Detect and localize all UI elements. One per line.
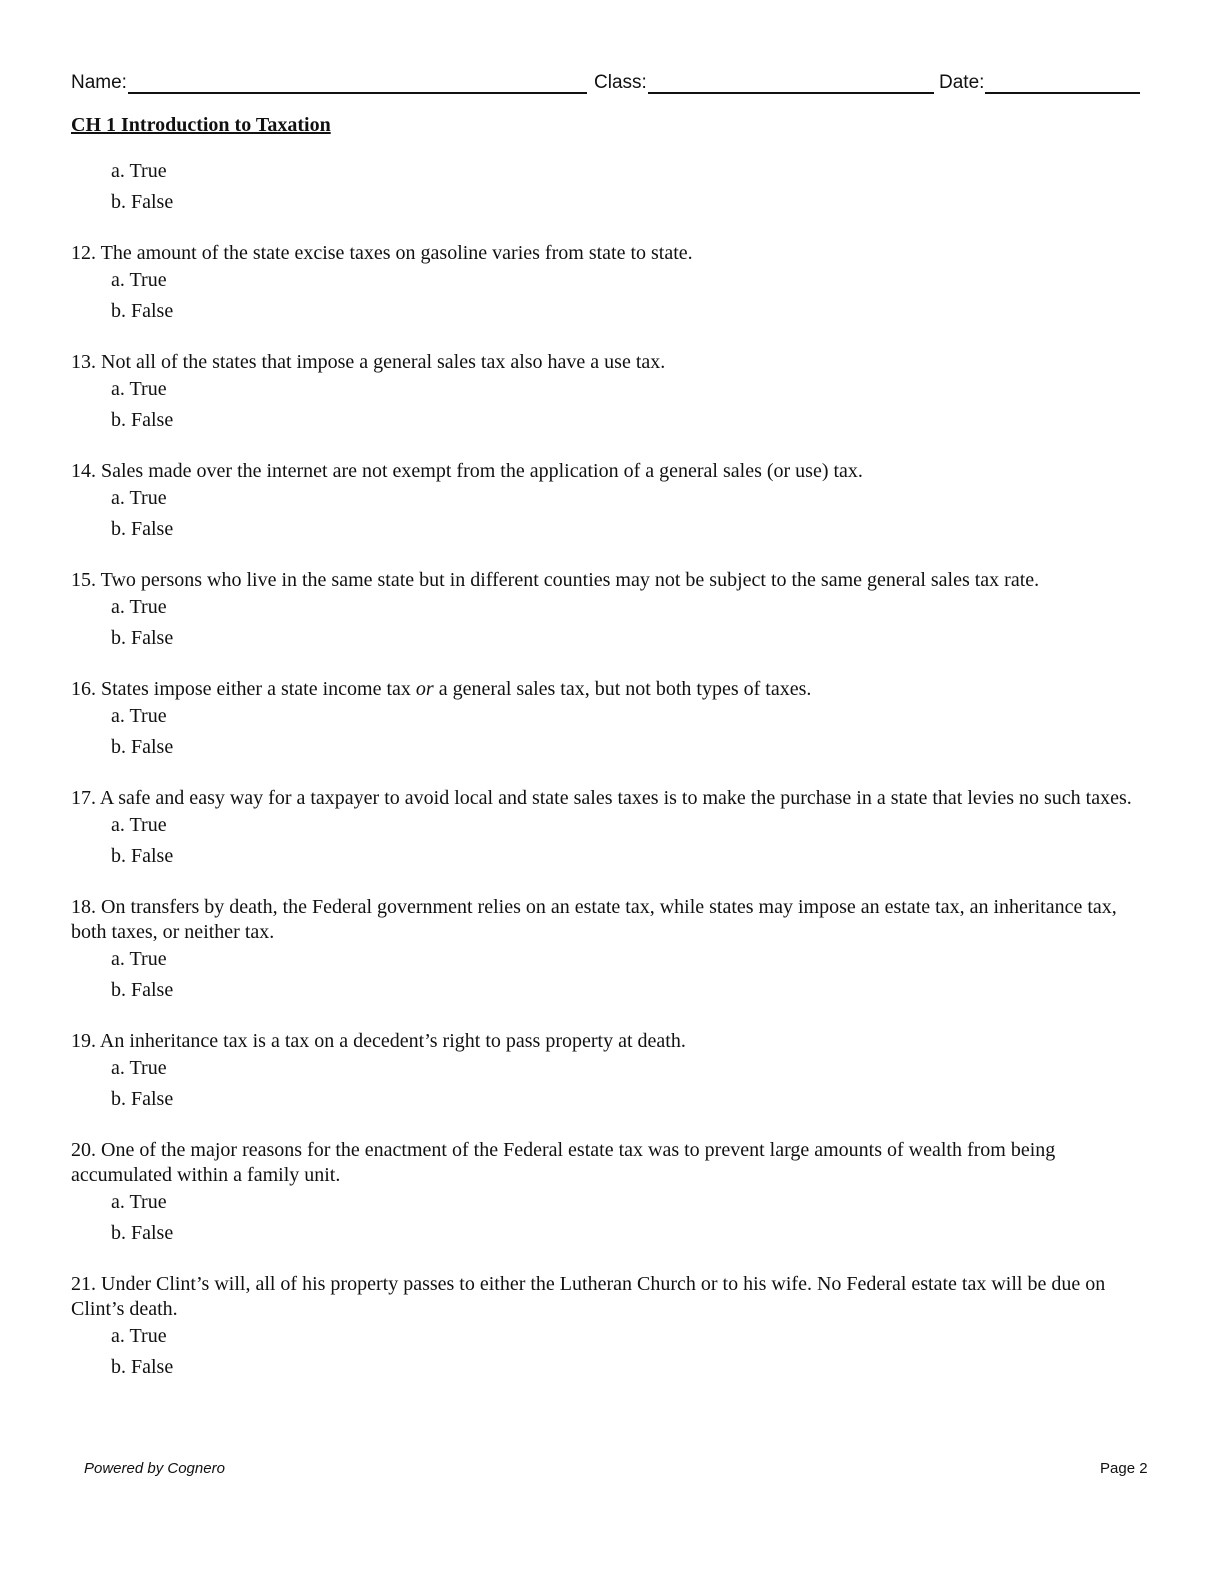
question-text (71, 677, 1151, 702)
date-line[interactable] (985, 70, 1140, 94)
choice-a[interactable]: a. True (111, 378, 167, 400)
question-12 (71, 241, 1151, 324)
choice-b[interactable]: b. False (111, 1088, 174, 1110)
choice-b[interactable]: b. False (111, 736, 174, 758)
choice-a[interactable]: a. True (111, 1325, 167, 1347)
question-21 (71, 1272, 1151, 1380)
choice-b[interactable]: b. False (111, 1222, 174, 1244)
choice-a[interactable]: a. True (111, 269, 167, 291)
continued-question (71, 159, 1151, 215)
name-field[interactable] (71, 70, 587, 94)
name-label: Name: (71, 72, 127, 93)
question-text: 13. Not all of the states that impose a general sales tax also have a use tax. (71, 351, 666, 373)
choice-a[interactable]: a. True (111, 705, 167, 727)
header (71, 70, 1143, 98)
question-13 (71, 350, 1151, 433)
choice-a[interactable]: a. True (111, 160, 167, 182)
question-text: 17. A safe and easy way for a taxpayer to avoid local and state sales taxes is to make the purchase in a state that levies no such taxes. (71, 787, 1132, 809)
choice-b[interactable]: b. False (111, 845, 174, 867)
choice-a[interactable]: a. True (111, 814, 167, 836)
choice-a[interactable]: a. True (111, 1191, 167, 1213)
choice-a[interactable]: a. True (111, 487, 167, 509)
question-text: 19. An inheritance tax is a tax on a decedent’s right to pass property at death. (71, 1030, 686, 1052)
choice-a[interactable]: a. True (111, 948, 167, 970)
class-label: Class: (594, 72, 647, 93)
question-text-emphasis: or (415, 678, 434, 700)
page-number: Page 2 (1100, 1460, 1148, 1477)
choice-b[interactable]: b. False (111, 191, 174, 213)
choice-b[interactable]: b. False (111, 518, 174, 540)
choice-b[interactable]: b. False (111, 300, 174, 322)
choice-a[interactable]: a. True (111, 1057, 167, 1079)
question-text-part: a general sales tax, but not both types of taxes. (433, 678, 812, 700)
question-text: 12. The amount of the state excise taxes on gasoline varies from state to state. (71, 242, 693, 264)
question-text: 18. On transfers by death, the Federal government relies on an estate tax, while states may impose an estate tax, an inheritance tax, both taxes, or neither tax. (71, 896, 1117, 943)
question-19 (71, 1029, 1151, 1112)
choice-b[interactable]: b. False (111, 1356, 174, 1378)
question-16 (71, 677, 1151, 760)
question-text: 21. Under Clint’s will, all of his property passes to either the Lutheran Church or to his wife. No Federal estate tax will be due on Clint’s death. (71, 1273, 1106, 1320)
powered-by-text: Powered by Cognero (84, 1460, 225, 1477)
class-field[interactable] (594, 70, 934, 94)
date-field[interactable] (939, 70, 1140, 94)
question-text: 14. Sales made over the internet are not exempt from the application of a general sales (or use) tax. (71, 460, 863, 482)
question-list (71, 159, 1151, 1406)
question-18 (71, 895, 1151, 1003)
question-15 (71, 568, 1151, 651)
question-14 (71, 459, 1151, 542)
choice-b[interactable]: b. False (111, 409, 174, 431)
question-17 (71, 786, 1151, 869)
question-text-part: 16. States impose either a state income tax (71, 678, 416, 700)
question-text: 15. Two persons who live in the same state but in different counties may not be subject to the same general sales tax rate. (71, 569, 1040, 591)
class-line[interactable] (648, 70, 934, 94)
page-title: CH 1 Introduction to Taxation (71, 114, 331, 136)
choice-b[interactable]: b. False (111, 979, 174, 1001)
name-line[interactable] (128, 70, 587, 94)
choice-a[interactable]: a. True (111, 596, 167, 618)
choice-b[interactable]: b. False (111, 627, 174, 649)
date-label: Date: (939, 72, 985, 93)
question-text: 20. One of the major reasons for the enactment of the Federal estate tax was to prevent large amounts of wealth from being accumulated within a family unit. (71, 1139, 1056, 1186)
question-20 (71, 1138, 1151, 1246)
